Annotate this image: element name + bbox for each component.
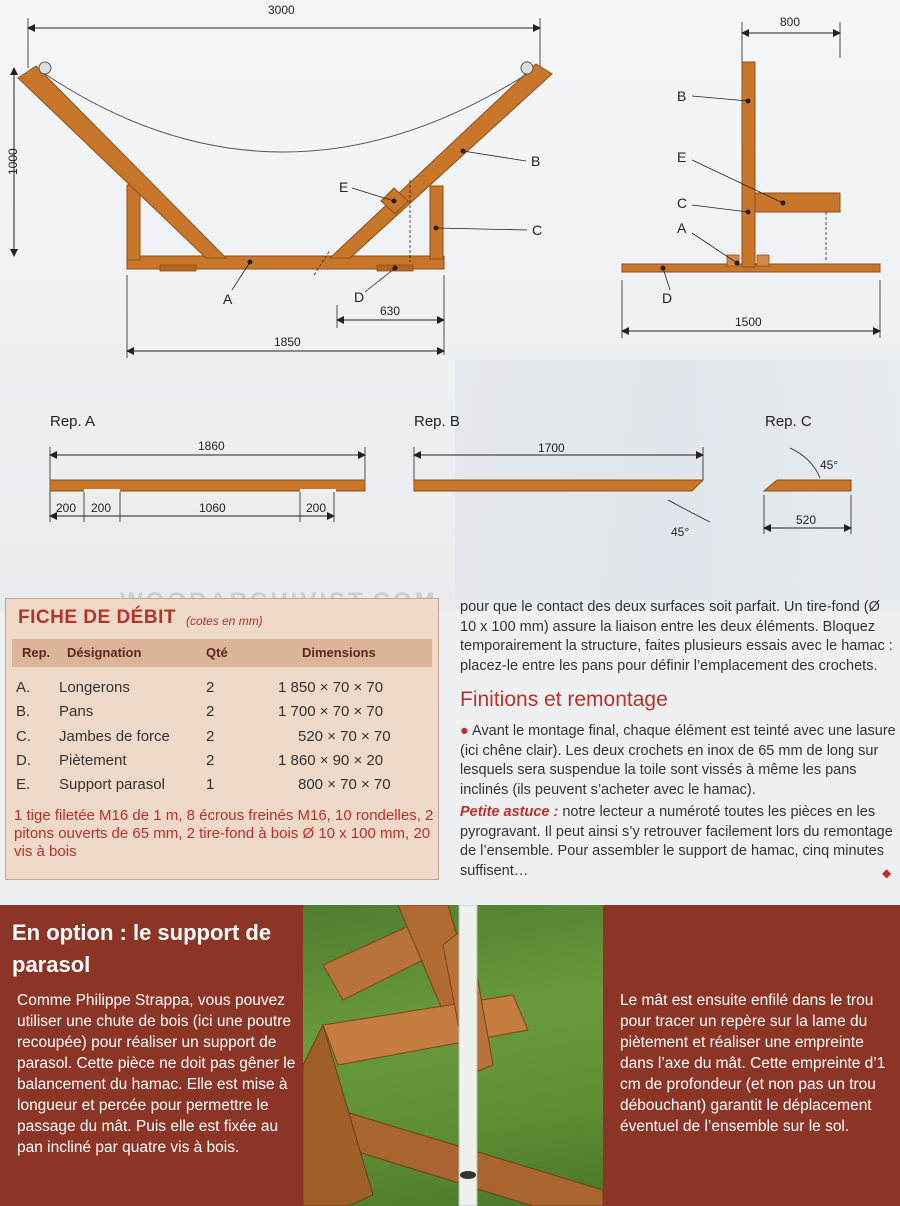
header-designation: Désignation <box>67 645 142 660</box>
side-label-e: E <box>677 149 687 165</box>
cutting-list-row <box>6 728 438 752</box>
rep-a-title: Rep. A <box>50 413 96 430</box>
dim-1000: 1000 <box>6 148 20 175</box>
dim-630: 630 <box>380 304 401 318</box>
dim-800: 800 <box>780 15 801 29</box>
intro-paragraph: pour que le contact des deux surfaces soit parfait. Un tire-fond (Ø 10 x 100 mm) assure la liaison entre les deux éléments. Bloquez temporairement la structure, faites plusieurs essais avec le hamac : placez-le entre les pans pour définir l’emplacement des crochets. <box>460 599 893 674</box>
header-qty: Qté <box>206 645 228 660</box>
row-dimensions: 1 860 × 90 × 20 <box>278 752 384 769</box>
row-qty: 2 <box>206 752 215 769</box>
rep-c-title: Rep. C <box>765 413 812 430</box>
label-a: A <box>223 291 233 307</box>
tip-label: Petite astuce : <box>460 804 559 820</box>
label-d: D <box>354 289 365 305</box>
row-dimensions: 520 × 70 × 70 <box>298 728 391 745</box>
rep-b-angle: 45° <box>671 525 690 539</box>
row-rep: A. <box>16 679 31 696</box>
finish-text: Avant le montage final, chaque élément est teinté avec une lasure (ici chêne clair). Les deux crochets en inox de 65 mm de long sur lesquels sera suspendue la toile sont vissés à même les pans inclinés (ils peuvent s’acheter avec le hamac). <box>460 723 896 798</box>
side-label-b: B <box>677 88 687 104</box>
row-designation: Longerons <box>59 679 130 696</box>
bullet-icon: ● <box>460 723 469 739</box>
side-label-d: D <box>662 290 673 306</box>
option-left-text: Comme Philippe Strappa, vous pouvez utiliser une chute de bois (ici une poutre recoupée) pour réaliser un support de parasol. Cette pièce ne doit pas gêner le balancement du hamac. Elle est mise à longueur et percée pour permettre le passage du mât. Puis elle est fixée au pan incliné par quatre vis à bois. <box>17 992 296 1156</box>
row-rep: C. <box>16 728 31 745</box>
row-designation: Support parasol <box>59 776 165 793</box>
rep-b-title: Rep. B <box>414 413 460 430</box>
rep-a-seg3: 1060 <box>199 501 226 515</box>
row-rep: E. <box>16 776 31 793</box>
section-title: Finitions et remontage <box>460 688 668 711</box>
row-dimensions: 1 850 × 70 × 70 <box>278 679 384 696</box>
row-dimensions: 1 700 × 70 × 70 <box>278 703 384 720</box>
side-label-c: C <box>677 195 688 211</box>
tip-text: notre lecteur a numéroté toutes les pièces en les pyrogravant. Il peut ainsi s’y retrouver facilement lors du remontage de l’ensemble. Pour assembler le support de hamac, cinq minutes suffisent… <box>460 804 893 879</box>
cutting-list-row <box>6 776 438 800</box>
row-qty: 2 <box>206 703 215 720</box>
finish-paragraph <box>460 722 896 800</box>
cutting-list-row <box>6 752 438 776</box>
parasol-support-photo <box>303 905 603 1206</box>
row-qty: 2 <box>206 728 215 745</box>
rep-a-total: 1860 <box>198 439 225 453</box>
tip-paragraph <box>460 803 896 881</box>
cutting-list-subtitle: (cotes en mm) <box>186 614 263 628</box>
header-dimensions: Dimensions <box>302 645 376 660</box>
rep-a-seg2: 200 <box>91 501 112 515</box>
dim-1500: 1500 <box>735 315 762 329</box>
rep-c-angle: 45° <box>820 458 839 472</box>
header-rep: Rep. <box>22 645 51 660</box>
rep-c-length: 520 <box>796 513 817 527</box>
row-qty: 2 <box>206 679 215 696</box>
label-e: E <box>339 179 349 195</box>
rep-a-seg1: 200 <box>56 501 77 515</box>
rep-a-seg4: 200 <box>306 501 327 515</box>
row-designation: Piètement <box>59 752 127 769</box>
dim-1850: 1850 <box>274 335 301 349</box>
label-b: B <box>531 153 541 169</box>
option-title: En option : le support de parasol <box>12 920 272 977</box>
end-diamond-icon: ◆ <box>882 866 892 880</box>
cutting-list-title: FICHE DE DÉBIT <box>18 607 176 628</box>
row-dimensions: 800 × 70 × 70 <box>298 776 391 793</box>
option-right-text: Le mât est ensuite enfilé dans le trou pour tracer un repère sur la lame du piètement et réaliser une empreinte dans l’axe du mât. Cette empreinte d’1 cm de profondeur (et non pas un trou débouchant) garantit le déplacement éventuel de l’ensemble sur le sol. <box>620 992 886 1135</box>
cutting-list-header <box>12 639 432 667</box>
dim-3000: 3000 <box>268 3 295 17</box>
cutting-list-row <box>6 703 438 727</box>
row-designation: Pans <box>59 703 94 720</box>
cutting-list-panel <box>5 598 439 880</box>
side-label-a: A <box>677 220 687 236</box>
rep-b-total: 1700 <box>538 441 565 455</box>
cutting-list-row <box>6 679 438 703</box>
row-rep: B. <box>16 703 31 720</box>
label-c: C <box>532 222 543 238</box>
row-rep: D. <box>16 752 31 769</box>
row-designation: Jambes de force <box>59 728 170 745</box>
hardware-note: 1 tige filetée M16 de 1 m, 8 écrous freinés M16, 10 rondelles, 2 pitons ouverts de 65 mm, 2 tire-fond à bois Ø 10 x 100 mm, 20 vis à bois <box>14 807 434 860</box>
row-qty: 1 <box>206 776 215 793</box>
